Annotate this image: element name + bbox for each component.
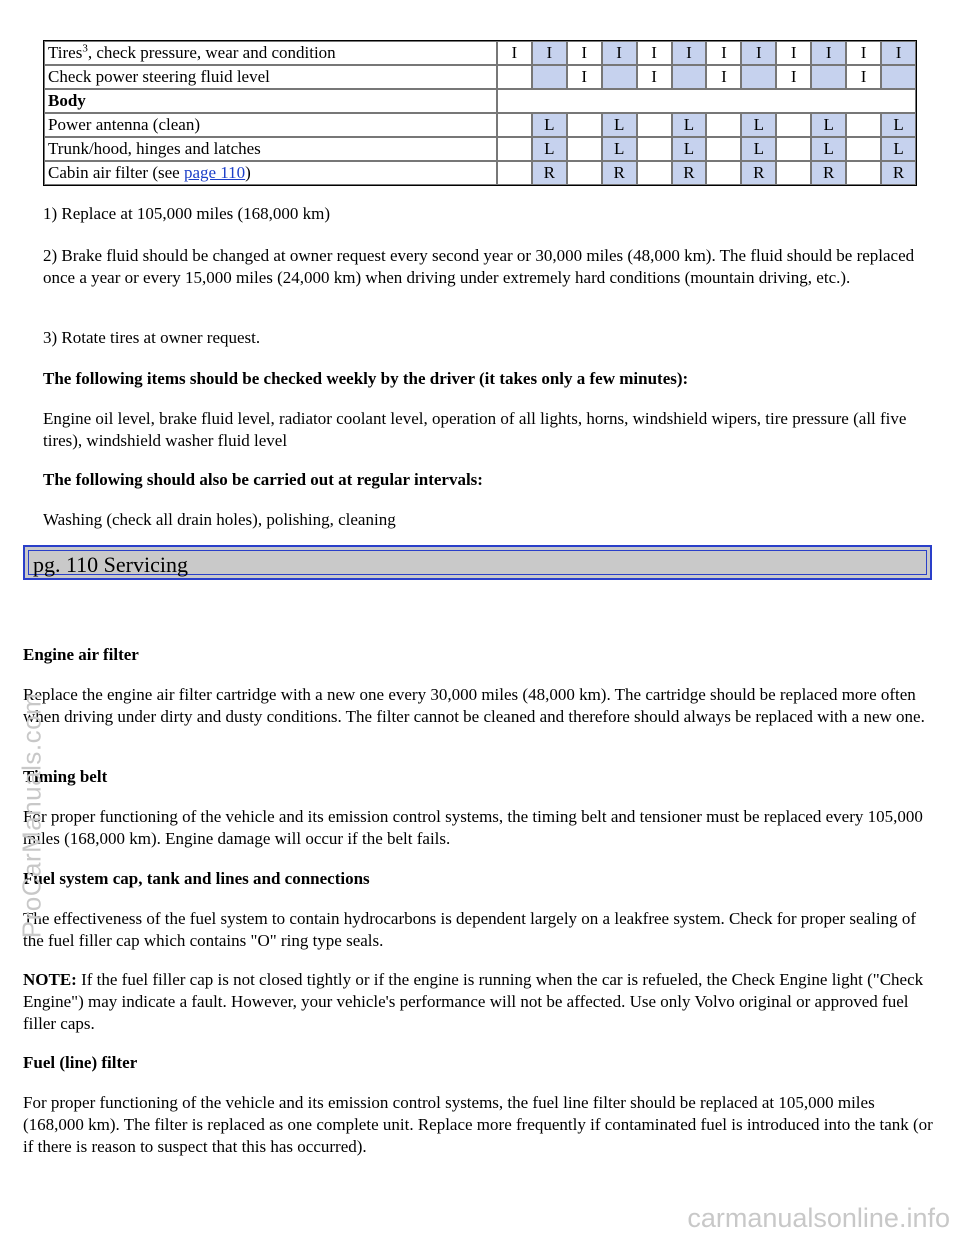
maintenance-schedule-table xyxy=(43,40,917,186)
row-label-text: ) xyxy=(245,163,251,182)
fuel-cap-heading: Fuel system cap, tank and lines and connections xyxy=(23,869,370,888)
regular-interval-text: Washing (check all drain holes), polishing, cleaning xyxy=(43,510,396,529)
interval-cell: L xyxy=(532,113,567,137)
interval-cell xyxy=(776,137,811,161)
interval-cell: I xyxy=(811,41,846,65)
interval-cell xyxy=(672,65,707,89)
interval-cell xyxy=(567,161,602,185)
page-banner xyxy=(23,545,932,580)
interval-cell xyxy=(706,113,741,137)
interval-cell xyxy=(497,137,532,161)
row-label-text: Cabin air filter (see xyxy=(48,163,184,182)
watermark-procarmanuals: ProCarManuals.com xyxy=(16,692,47,939)
interval-cell: L xyxy=(741,113,776,137)
interval-cell xyxy=(846,113,881,137)
row-label: Check power steering fluid level xyxy=(44,65,497,89)
note-paragraph xyxy=(23,969,938,1035)
interval-cell: I xyxy=(497,41,532,65)
table-row xyxy=(44,41,916,65)
interval-cell: I xyxy=(741,41,776,65)
interval-cell: L xyxy=(532,137,567,161)
footnote-marker: 3 xyxy=(82,42,88,55)
interval-cell: I xyxy=(567,65,602,89)
interval-cell: R xyxy=(741,161,776,185)
regular-interval-heading: The following should also be carried out at regular intervals: xyxy=(43,470,483,489)
interval-cell: I xyxy=(776,41,811,65)
interval-cell: L xyxy=(602,137,637,161)
interval-cell: R xyxy=(811,161,846,185)
fuel-cap-text: The effectiveness of the fuel system to contain hydrocarbons is dependent largely on a leakfree system. Check for proper sealing of the fuel filler cap which contains "O" ring type seals. xyxy=(23,909,916,950)
footnote-3: 3) Rotate tires at owner request. xyxy=(43,328,261,347)
interval-cell xyxy=(497,113,532,137)
interval-cell: I xyxy=(881,41,916,65)
interval-cell: I xyxy=(672,41,707,65)
table-row xyxy=(44,161,916,185)
interval-cell: I xyxy=(637,65,672,89)
interval-cell: I xyxy=(706,65,741,89)
watermark-carmanualsonline: carmanualsonline.info xyxy=(687,1203,950,1233)
section-label: Body xyxy=(44,89,497,113)
row-label-text: Tires xyxy=(48,43,83,62)
interval-cell xyxy=(846,161,881,185)
page-banner-title: pg. 110 Servicing xyxy=(28,550,927,575)
interval-cell: I xyxy=(846,41,881,65)
table-row xyxy=(44,89,916,113)
interval-cell xyxy=(497,65,532,89)
row-label: Power antenna (clean) xyxy=(44,113,497,137)
interval-cell: L xyxy=(741,137,776,161)
interval-cell xyxy=(741,65,776,89)
footnote-1: 1) Replace at 105,000 miles (168,000 km) xyxy=(43,204,331,223)
interval-cell: R xyxy=(672,161,707,185)
interval-cell: L xyxy=(881,137,916,161)
weekly-check-heading: The following items should be checked weekly by the driver (it takes only a few minutes): xyxy=(43,369,689,388)
row-label xyxy=(44,41,497,65)
interval-cell xyxy=(637,137,672,161)
fuel-filter-text: For proper functioning of the vehicle and its emission control systems, the fuel line filter should be replaced at 105,000 miles (168,000 km). The filter is replaced as one complete unit. Replace more frequently if contaminated fuel is introduced into the tank (or if there is reason to suspect that this has occurred). xyxy=(23,1093,933,1156)
timing-belt-text: For proper functioning of the vehicle and its emission control systems, the timing belt and tensioner must be replaced every 105,000 miles (168,000 km). Engine damage will occur if the belt fails. xyxy=(23,807,923,848)
interval-cell: I xyxy=(706,41,741,65)
interval-cell xyxy=(811,65,846,89)
interval-cell: R xyxy=(881,161,916,185)
table-row xyxy=(44,65,916,89)
interval-cell xyxy=(602,65,637,89)
interval-cell xyxy=(637,161,672,185)
interval-cell: L xyxy=(672,137,707,161)
interval-cell xyxy=(776,113,811,137)
interval-cell xyxy=(706,137,741,161)
interval-cell: L xyxy=(881,113,916,137)
interval-cell xyxy=(497,161,532,185)
note-text: If the fuel filler cap is not closed tightly or if the engine is running when the car is refueled, the Check Engine light ("Check Engine") may indicate a fault. However, your vehicle's performance will not be affected. Use only Volvo original or approved fuel filler caps. xyxy=(23,970,924,1033)
table-row xyxy=(44,113,916,137)
interval-cell: R xyxy=(532,161,567,185)
interval-cell: I xyxy=(602,41,637,65)
interval-cell xyxy=(637,113,672,137)
interval-cell: R xyxy=(602,161,637,185)
weekly-check-text: Engine oil level, brake fluid level, radiator coolant level, operation of all lights, horns, windshield wipers, tire pressure (all five tires), windshield washer fluid level xyxy=(43,409,907,450)
engine-air-filter-text: Replace the engine air filter cartridge with a new one every 30,000 miles (48,000 km). The cartridge should be replaced more often when driving under dirty and dusty conditions. The filter cannot be cleaned and therefore should always be replaced with a new one. xyxy=(23,685,925,726)
footnote-2: 2) Brake fluid should be changed at owner request every second year or 30,000 miles (48,000 km). The fluid should be replaced once a year or every 15,000 miles (24,000 km) when driving under extremely hard conditions (mountain driving, etc.). xyxy=(43,246,915,287)
row-label xyxy=(44,161,497,185)
interval-cell xyxy=(706,161,741,185)
row-label-text: , check pressure, wear and condition xyxy=(87,43,336,62)
interval-cell: I xyxy=(776,65,811,89)
engine-air-filter-heading: Engine air filter xyxy=(23,645,139,664)
interval-cell: L xyxy=(811,137,846,161)
interval-cell: L xyxy=(672,113,707,137)
interval-cell xyxy=(776,161,811,185)
interval-cell: I xyxy=(846,65,881,89)
fuel-filter-heading: Fuel (line) filter xyxy=(23,1053,138,1072)
interval-cell: I xyxy=(637,41,672,65)
interval-cell xyxy=(846,137,881,161)
interval-cell xyxy=(881,65,916,89)
interval-cell: I xyxy=(532,41,567,65)
interval-cell xyxy=(567,137,602,161)
section-empty-cell xyxy=(497,89,916,113)
interval-cell: I xyxy=(567,41,602,65)
interval-cell xyxy=(532,65,567,89)
interval-cell: L xyxy=(811,113,846,137)
interval-cell xyxy=(567,113,602,137)
timing-belt-heading: Timing belt xyxy=(23,767,108,786)
interval-cell: L xyxy=(602,113,637,137)
page-link[interactable]: page 110 xyxy=(183,163,246,182)
table-row xyxy=(44,137,916,161)
note-label: NOTE: xyxy=(23,970,77,989)
row-label: Trunk/hood, hinges and latches xyxy=(44,137,497,161)
